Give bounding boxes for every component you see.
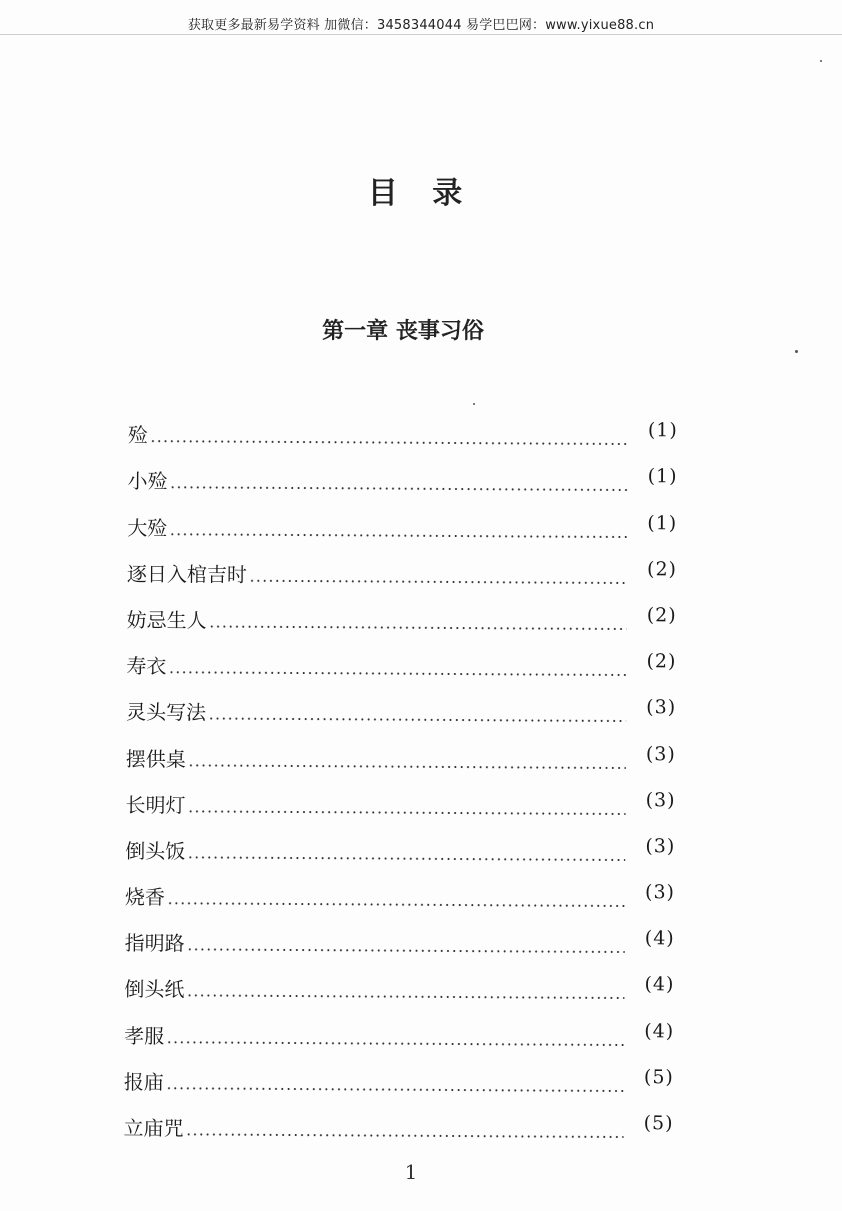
dot-leader [209, 625, 627, 630]
dot-leader [188, 764, 626, 769]
page-title: 目 录 [367, 176, 475, 211]
table-of-contents [123, 402, 678, 1144]
toc-entry-page: (5) [643, 1112, 674, 1135]
toc-entry[interactable] [123, 1095, 673, 1145]
toc-entry-label: 殓 [127, 423, 148, 448]
toc-entry-label: 立庙咒 [123, 1115, 184, 1141]
toc-entry[interactable] [125, 864, 675, 914]
toc-entry[interactable] [125, 910, 675, 960]
toc-entry-page: (2) [646, 650, 677, 673]
toc-entry-label: 摆供桌 [125, 746, 186, 771]
dot-leader [167, 902, 625, 907]
toc-entry[interactable] [126, 679, 676, 729]
dot-leader [168, 671, 626, 676]
toc-entry[interactable] [127, 494, 677, 544]
page-number: 1 [404, 1160, 418, 1184]
dot-leader [150, 440, 628, 445]
toc-entry-page: (1) [647, 465, 678, 488]
toc-entry-label: 妨忌生人 [126, 607, 207, 633]
toc-entry-page: (3) [645, 788, 676, 812]
toc-entry-page: (3) [645, 835, 676, 858]
toc-entry-page: (3) [646, 696, 677, 719]
toc-entry-label: 长明灯 [125, 792, 186, 818]
dot-leader [186, 1133, 624, 1138]
toc-entry[interactable] [125, 818, 675, 868]
dot-leader [169, 533, 627, 538]
scan-speck [820, 60, 822, 62]
toc-entry-page: (5) [643, 1065, 674, 1089]
toc-entry-page: (4) [644, 1019, 675, 1042]
scan-speck [473, 403, 475, 405]
toc-entry-page: (2) [647, 557, 678, 581]
header-divider [0, 34, 842, 35]
dot-leader [187, 856, 625, 861]
toc-entry-label: 倒头饭 [125, 838, 186, 864]
dot-leader [186, 995, 624, 1000]
toc-entry-page: (3) [645, 742, 676, 765]
toc-entry-label: 小殓 [127, 469, 168, 494]
toc-entry-label: 倒头纸 [124, 977, 185, 1002]
toc-entry-label: 孝服 [124, 1023, 165, 1048]
dot-leader [208, 718, 626, 723]
toc-entry-label: 寿衣 [126, 654, 167, 679]
toc-entry-page: (4) [644, 927, 675, 950]
toc-entry-label: 烧香 [124, 885, 166, 910]
toc-entry[interactable] [127, 541, 677, 591]
toc-entry[interactable] [127, 448, 677, 498]
dot-leader [249, 579, 627, 583]
dot-leader [169, 487, 627, 492]
toc-entry-label: 灵头写法 [126, 700, 207, 725]
toc-entry-page: (1) [647, 419, 678, 442]
dot-leader [187, 810, 625, 815]
toc-entry[interactable] [124, 1002, 674, 1052]
dot-leader [166, 1087, 624, 1092]
toc-entry[interactable] [126, 633, 676, 683]
toc-entry[interactable] [127, 587, 677, 637]
toc-entry-page: (1) [647, 511, 678, 534]
watermark-header: 获取更多最新易学资料 加微信：3458344044 易学巴巴网：www.yixue88.cn [187, 18, 655, 33]
dot-leader [187, 949, 625, 954]
toc-entry[interactable] [126, 725, 676, 775]
scan-speck [795, 350, 798, 353]
toc-entry-label: 逐日入棺吉时 [126, 561, 248, 587]
toc-entry-label: 报庙 [123, 1069, 164, 1095]
toc-entry-page: (4) [644, 973, 675, 996]
toc-entry[interactable] [125, 771, 675, 821]
toc-entry-page: (3) [645, 881, 676, 904]
toc-entry-label: 指明路 [124, 931, 185, 956]
toc-entry-page: (2) [646, 604, 677, 627]
toc-entry-label: 大殓 [127, 515, 168, 540]
dot-leader [166, 1041, 624, 1046]
chapter-heading: 第一章 丧事习俗 [322, 319, 484, 344]
toc-entry[interactable] [128, 402, 678, 452]
toc-entry[interactable] [124, 1049, 674, 1099]
toc-entry[interactable] [124, 956, 674, 1006]
